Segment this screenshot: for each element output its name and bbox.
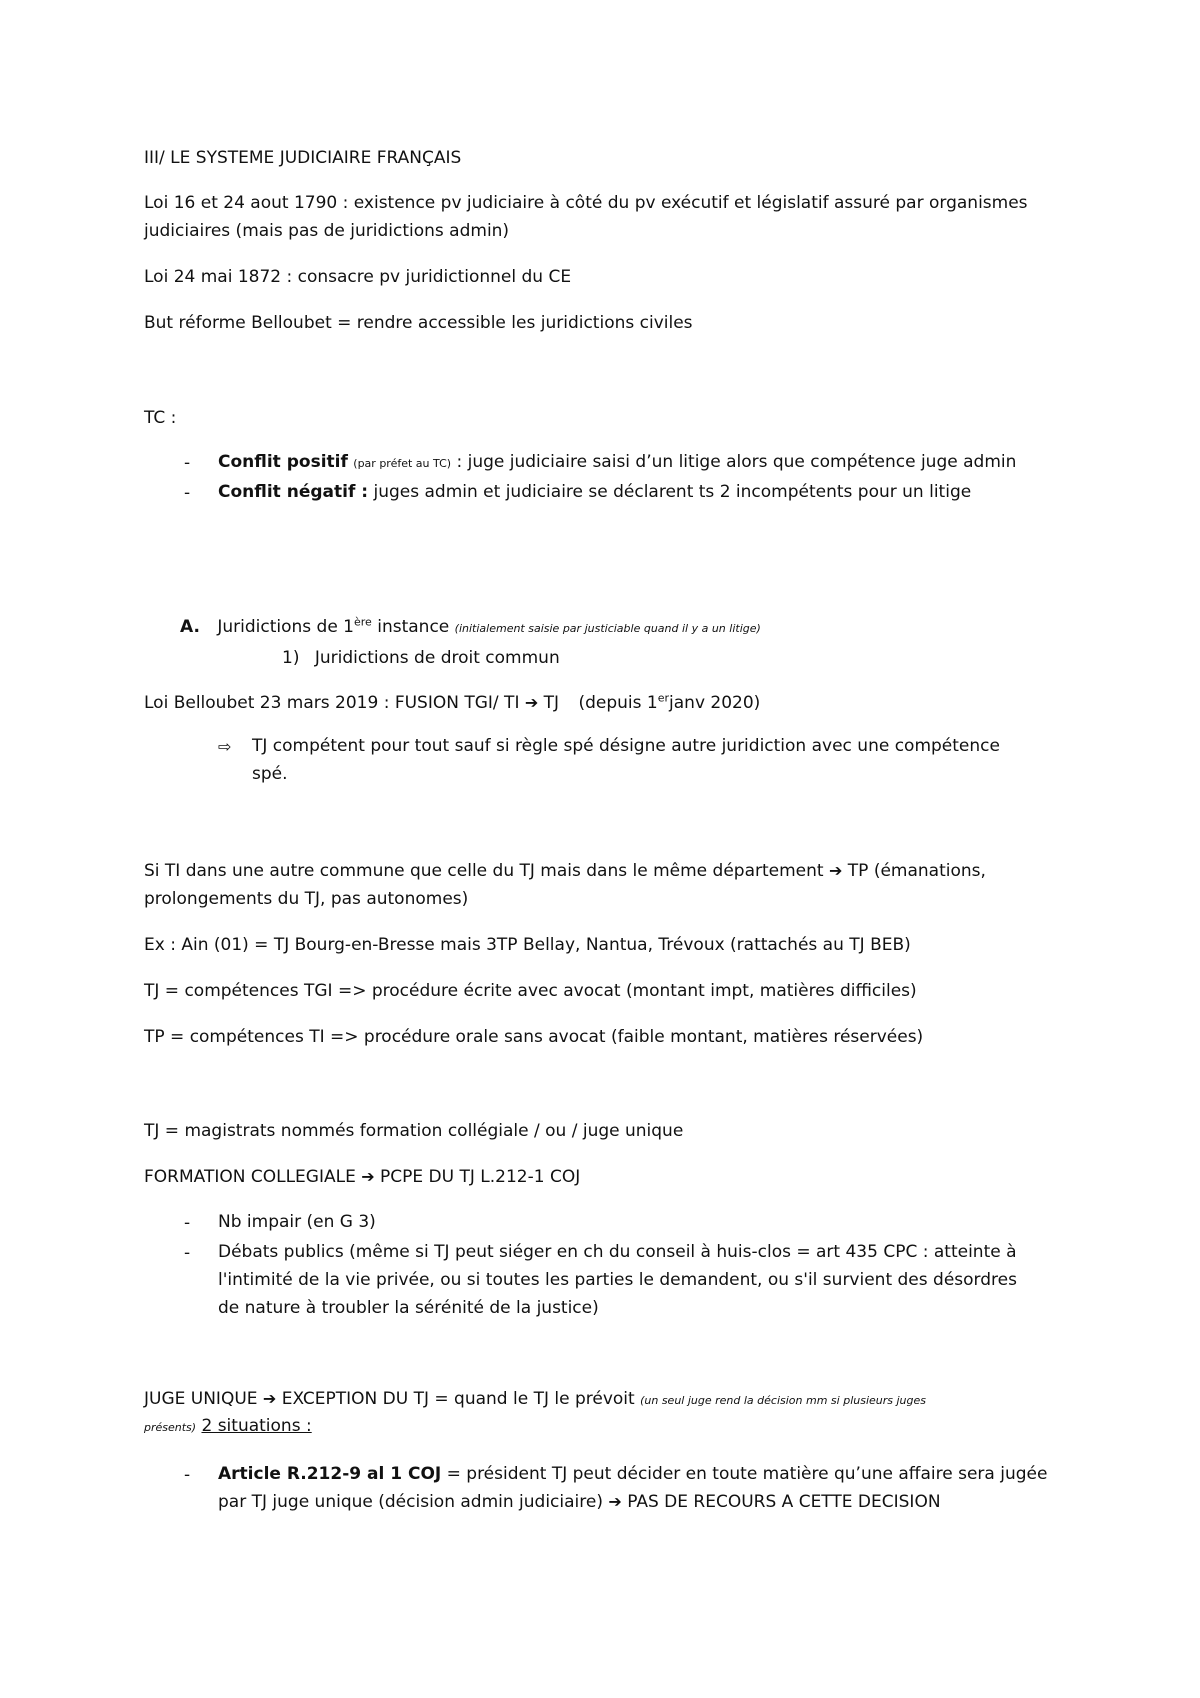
dash: -: [184, 483, 191, 503]
juge-unique-pre: JUGE UNIQUE: [144, 1389, 258, 1409]
juge-unique-line-2: [144, 1413, 312, 1441]
juge-unique-note-1: (un seul juge rend la décision mm si plusieurs juges: [640, 1394, 927, 1407]
article-line-2-pre: par TJ juge unique (décision admin judiciaire): [218, 1492, 603, 1512]
section-a-title-post: instance: [377, 617, 450, 637]
arrow-icon: ➔: [524, 693, 539, 712]
conflit-negatif-title: Conflit négatif :: [218, 482, 369, 502]
collegiale-heading: [144, 1164, 580, 1190]
subsection-marker: 1): [282, 648, 300, 668]
loi-1872: Loi 24 mai 1872 : consacre pv juridictionnel du CE: [144, 267, 572, 287]
collegiale-pre: FORMATION COLLEGIALE: [144, 1167, 356, 1187]
ti-line-2: prolongements du TJ, pas autonomes): [144, 889, 469, 909]
collegiale-b2-line-1: Débats publics (même si TJ peut siéger en ch du conseil à huis-clos = art 435 CPC : atteinte à: [218, 1242, 1017, 1262]
conflit-positif-note: (par préfet au TC): [353, 457, 452, 470]
arrow-icon: ➔: [262, 1389, 277, 1408]
section-a-title-sup: ère: [354, 615, 372, 629]
section-a-note: (initialement saisie par justiciable quand il y a un litige): [454, 622, 761, 635]
subsection-1: [282, 645, 560, 671]
conflit-positif-text: : juge judiciaire saisi d’un litige alors que compétence juge admin: [456, 452, 1017, 472]
fusion-line: [144, 690, 760, 716]
fusion-date-post: janv 2020): [669, 693, 761, 713]
juge-unique-post: EXCEPTION DU TJ = quand le TJ le prévoit: [281, 1389, 635, 1409]
arrow-icon: ➔: [361, 1167, 375, 1186]
heading: III/ LE SYSTEME JUDICIAIRE FRANÇAIS: [144, 148, 462, 168]
dash: -: [184, 1465, 191, 1485]
section-a-marker: A.: [180, 617, 200, 637]
section-a-heading: [180, 614, 761, 642]
ex-ain: Ex : Ain (01) = TJ Bourg-en-Bresse mais 3TP Bellay, Nantua, Trévoux (rattachés au TJ BEB): [144, 935, 911, 955]
article-text: = président TJ peut décider en toute matière qu’une affaire sera jugée: [446, 1464, 1048, 1484]
tp-ti: TP = compétences TI => procédure orale sans avocat (faible montant, matières réservées): [144, 1027, 924, 1047]
fusion-date-sup: er: [657, 691, 670, 705]
loi-1790-line-2: judiciaires (mais pas de juridictions admin): [144, 221, 510, 241]
subsection-title: Juridictions de droit commun: [314, 648, 560, 668]
dash: -: [184, 1213, 191, 1233]
tj-competent-line-2: spé.: [252, 764, 288, 784]
collegiale-b2-line-2: l'intimité de la vie privée, ou si toutes les parties le demandent, ou s'il survient des désordres: [218, 1270, 1017, 1290]
fusion-pre: Loi Belloubet 23 mars 2019 : FUSION TGI/ TI: [144, 693, 520, 713]
dash: -: [184, 1243, 191, 1263]
juge-unique-note-2: présents): [144, 1421, 197, 1434]
arrow-icon: ➔: [608, 1492, 622, 1511]
arrow-icon: ➔: [828, 861, 843, 880]
conflit-positif-title: Conflit positif: [218, 452, 348, 472]
ti-line-1-pre: Si TI dans une autre commune que celle du TJ mais dans le même département: [144, 861, 824, 881]
article-line-2-post: PAS DE RECOURS A CETTE DECISION: [627, 1492, 941, 1512]
juge-unique-heading: [144, 1386, 926, 1414]
ti-line-1-post: TP (émanations,: [847, 861, 986, 881]
belloubet-goal: But réforme Belloubet = rendre accessible les juridictions civiles: [144, 313, 693, 333]
collegiale-post: PCPE DU TJ L.212-1 COJ: [380, 1167, 581, 1187]
conflit-negatif-text: juges admin et judiciaire se déclarent ts 2 incompétents pour un litige: [373, 482, 972, 502]
collegiale-b1: Nb impair (en G 3): [218, 1212, 376, 1232]
section-a-title-pre: Juridictions de 1: [217, 617, 354, 637]
fusion-mid: TJ: [543, 693, 560, 713]
collegiale-b2-line-3: de nature à troubler la sérénité de la justice): [218, 1298, 599, 1318]
tj-competent-line-1: TJ compétent pour tout sauf si règle spé désigne autre juridiction avec une compétence: [252, 736, 1000, 756]
tj-tgi: TJ = compétences TGI => procédure écrite avec avocat (montant impt, matières difficiles): [144, 981, 917, 1001]
tc-label: TC :: [144, 408, 177, 428]
dash: -: [184, 453, 191, 473]
loi-1790-line-1: Loi 16 et 24 aout 1790 : existence pv judiciaire à côté du pv exécutif et législatif assuré par organismes: [144, 193, 1028, 213]
fusion-date-pre: (depuis 1: [578, 693, 658, 713]
situations-label: 2 situations :: [201, 1416, 312, 1436]
tj-magistrats: TJ = magistrats nommés formation collégiale / ou / juge unique: [144, 1121, 684, 1141]
ti-line-1: [144, 858, 986, 884]
outline-arrow-icon: ⇨: [218, 737, 232, 756]
article-title: Article R.212-9 al 1 COJ: [218, 1464, 442, 1484]
